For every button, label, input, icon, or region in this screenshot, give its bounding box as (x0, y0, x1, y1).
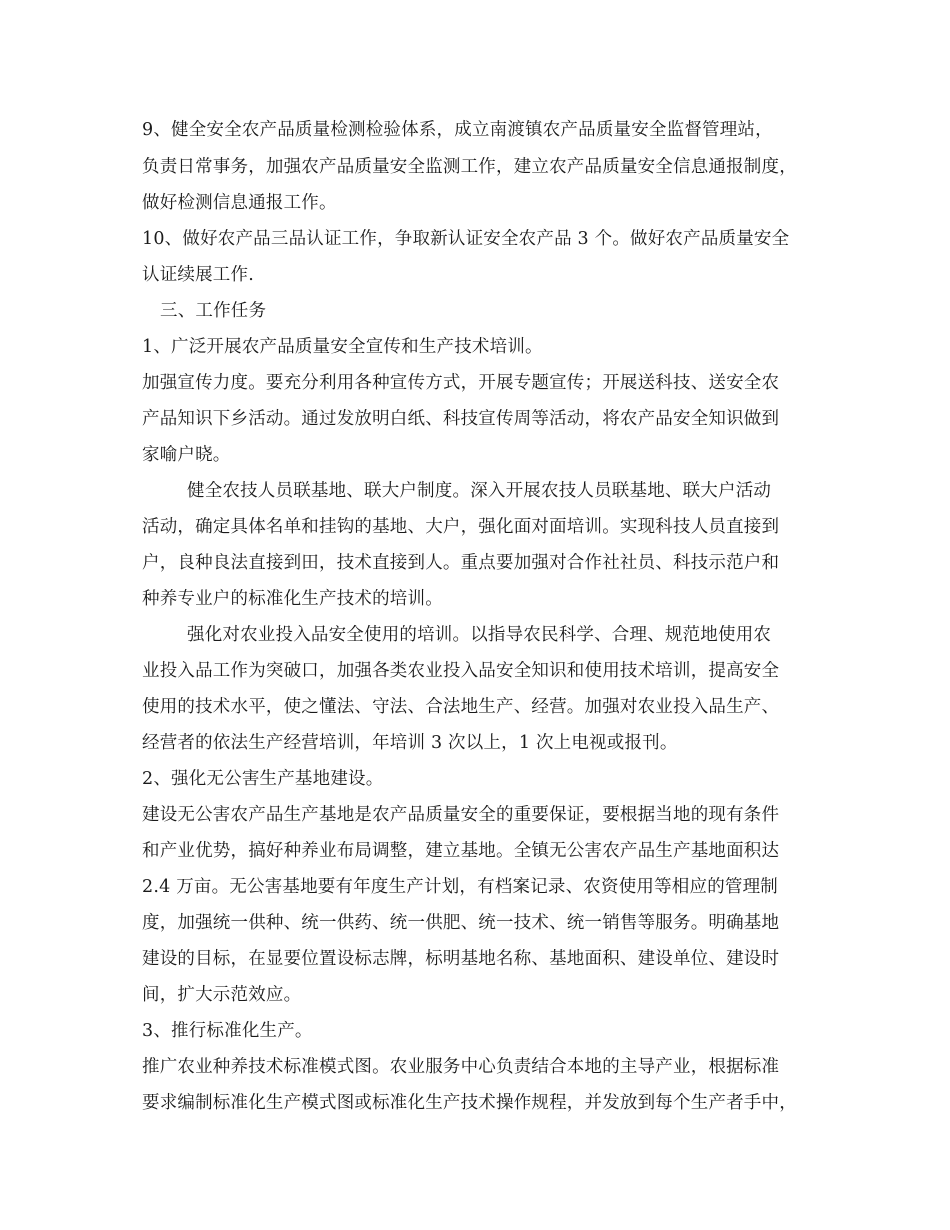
paragraph-line: 种养专业户的标准化生产技术的培训。 (142, 589, 443, 609)
subsection-heading: 3、推行标准化生产。 (142, 1021, 313, 1041)
subsection-heading: 1、广泛开展农产品质量安全宣传和生产技术培训。 (142, 337, 543, 357)
paragraph-line: 使用的技术水平，使之懂法、守法、合法地生产、经营。加强对农业投入品生产、 (142, 697, 780, 717)
paragraph-line: 度，加强统一供种、统一供药、统一供肥、统一技术、统一销售等服务。明确基地 (142, 913, 780, 933)
paragraph-line: 产品知识下乡活动。通过发放明白纸、科技宣传周等活动，将农产品安全知识做到 (142, 409, 780, 429)
paragraph-line: 加强宣传力度。要充分利用各种宣传方式，开展专题宣传；开展送科技、送安全农 (142, 373, 780, 393)
paragraph-line: 10、做好农产品三品认证工作，争取新认证安全农产品 3 个。做好农产品质量安全 (142, 229, 790, 249)
paragraph-line: 负责日常事务，加强农产品质量安全监测工作，建立农产品质量安全信息通报制度， (142, 157, 797, 177)
paragraph-line: 2.4 万亩。无公害基地要有年度生产计划，有档案记录、农资使用等相应的管理制 (142, 877, 778, 897)
paragraph-line: 家喻户晓。 (142, 445, 231, 465)
paragraph-line: 强化对农业投入品安全使用的培训。以指导农民科学、合理、规范地使用农 (187, 625, 772, 645)
paragraph-line: 认证续展工作. (142, 265, 254, 285)
paragraph-line: 要求编制标准化生产模式图或标准化生产技术操作规程，并发放到每个生产者手中， (142, 1093, 797, 1113)
paragraph-line: 活动，确定具体名单和挂钩的基地、大户，强化面对面培训。实现科技人员直接到 (142, 517, 780, 537)
section-heading: 三、工作任务 (160, 301, 267, 321)
paragraph-line: 建设无公害农产品生产基地是农产品质量安全的重要保证，要根据当地的现有条件 (142, 805, 780, 825)
paragraph-line: 健全农技人员联基地、联大户制度。深入开展农技人员联基地、联大户活动 (187, 481, 772, 501)
paragraph-line: 9、健全安全农产品质量检测检验体系，成立南渡镇农产品质量安全监督管理站， (142, 120, 773, 140)
paragraph-line: 经营者的依法生产经营培训，年培训 3 次以上，1 次上电视或报刊。 (142, 733, 678, 753)
paragraph-line: 间，扩大示范效应。 (142, 985, 302, 1005)
paragraph-line: 和产业优势，搞好种养业布局调整，建立基地。全镇无公害农产品生产基地面积达 (142, 841, 780, 861)
subsection-heading: 2、强化无公害生产基地建设。 (142, 769, 384, 789)
paragraph-line: 户，良种良法直接到田，技术直接到人。重点要加强对合作社社员、科技示范户和 (142, 553, 780, 573)
paragraph-line: 做好检测信息通报工作。 (142, 193, 337, 213)
paragraph-line: 推广农业种养技术标准模式图。农业服务中心负责结合本地的主导产业，根据标准 (142, 1057, 780, 1077)
paragraph-line: 建设的目标，在显要位置设标志牌，标明基地名称、基地面积、建设单位、建设时 (142, 949, 780, 969)
paragraph-line: 业投入品工作为突破口，加强各类农业投入品安全知识和使用技术培训，提高安全 (142, 661, 780, 681)
